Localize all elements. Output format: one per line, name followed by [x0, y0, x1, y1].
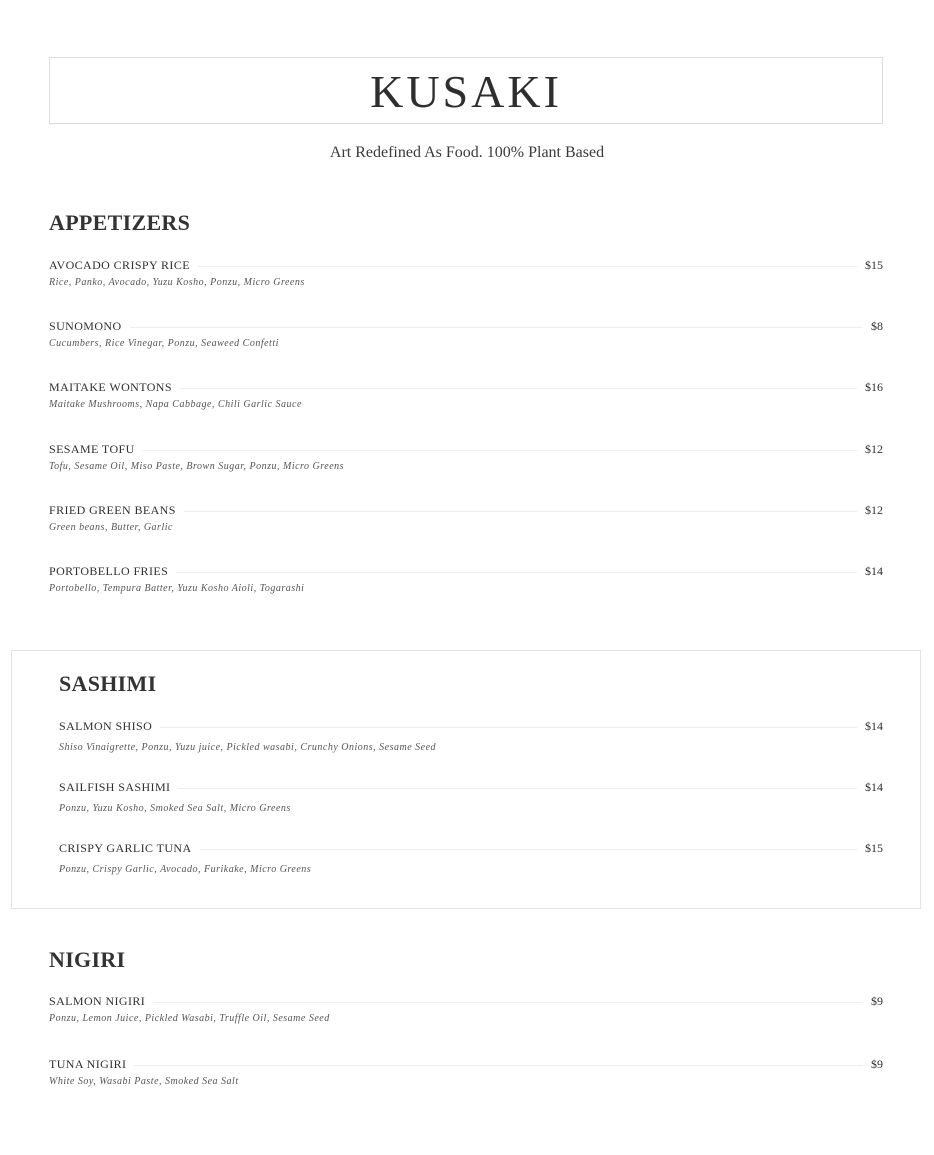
menu-item: [59, 840, 883, 875]
section-title: SASHIMI: [59, 671, 157, 696]
section-sashimi: [59, 673, 883, 893]
item-name: SALMON SHISO: [59, 718, 153, 733]
menu-item: [49, 441, 883, 472]
item-description: Rice, Panko, Avocado, Yuzu Kosho, Ponzu, Micro Greens: [49, 277, 305, 288]
dotted-leader: [160, 726, 857, 728]
item-description: Portobello, Tempura Batter, Yuzu Kosho Aioli, Togarashi: [49, 583, 305, 594]
tagline: Art Redefined As Food. 100% Plant Based: [329, 144, 605, 161]
item-description: Green beans, Butter, Garlic: [49, 522, 173, 533]
dotted-leader: [176, 571, 857, 573]
item-description: Ponzu, Lemon Juice, Pickled Wasabi, Truffle Oil, Sesame Seed: [49, 1013, 330, 1024]
item-name: SAILFISH SASHIMI: [59, 779, 171, 794]
item-price: $15: [865, 840, 883, 855]
dotted-leader: [134, 1064, 863, 1066]
item-description: Cucumbers, Rice Vinegar, Ponzu, Seaweed Confetti: [49, 338, 279, 349]
menu-item: [49, 318, 883, 349]
menu-item: [49, 993, 883, 1024]
item-name: SALMON NIGIRI: [49, 993, 146, 1008]
item-name: AVOCADO CRISPY RICE: [49, 257, 190, 272]
item-price: $8: [871, 318, 883, 333]
item-description: White Soy, Wasabi Paste, Smoked Sea Salt: [49, 1076, 239, 1087]
item-name: CRISPY GARLIC TUNA: [59, 840, 192, 855]
menu-item: [49, 257, 883, 288]
item-name: TUNA NIGIRI: [49, 1056, 127, 1071]
section-title: NIGIRI: [49, 947, 126, 972]
brand-name: KUSAKI: [370, 65, 562, 117]
item-name: SESAME TOFU: [49, 441, 135, 456]
brand-header: [49, 57, 883, 124]
menu-item: [49, 1056, 883, 1087]
dotted-leader: [153, 1001, 863, 1003]
item-price: $14: [865, 718, 883, 733]
dotted-leader: [200, 848, 857, 850]
item-name: PORTOBELLO FRIES: [49, 563, 169, 578]
dotted-leader: [143, 449, 857, 451]
section-appetizers: [49, 212, 883, 612]
item-price: $12: [865, 441, 883, 456]
item-description: Maitake Mushrooms, Napa Cabbage, Chili Garlic Sauce: [49, 399, 302, 410]
item-price: $15: [865, 257, 883, 272]
menu-item: [59, 718, 883, 753]
item-description: Ponzu, Crispy Garlic, Avocado, Furikake, Micro Greens: [59, 864, 312, 875]
item-description: Shiso Vinaigrette, Ponzu, Yuzu juice, Pickled wasabi, Crunchy Onions, Sesame Seed: [59, 742, 437, 753]
item-description: Tofu, Sesame Oil, Miso Paste, Brown Sugar, Ponzu, Micro Greens: [49, 461, 345, 472]
item-name: MAITAKE WONTONS: [49, 379, 172, 394]
item-price: $14: [865, 563, 883, 578]
item-price: $9: [871, 993, 883, 1008]
menu-item: [59, 779, 883, 814]
item-price: $16: [865, 379, 883, 394]
item-description: Ponzu, Yuzu Kosho, Smoked Sea Salt, Micro Greens: [59, 803, 291, 814]
item-price: $9: [871, 1056, 883, 1071]
dotted-leader: [180, 387, 857, 389]
section-title: APPETIZERS: [49, 210, 191, 235]
menu-item: [49, 379, 883, 410]
dotted-leader: [130, 326, 863, 328]
dotted-leader: [184, 510, 857, 512]
menu-item: [49, 502, 883, 533]
section-nigiri: [49, 949, 883, 1109]
item-name: SUNOMONO: [49, 318, 122, 333]
dotted-leader: [178, 787, 857, 789]
item-price: $14: [865, 779, 883, 794]
item-price: $12: [865, 502, 883, 517]
menu-item: [49, 563, 883, 594]
item-name: FRIED GREEN BEANS: [49, 502, 176, 517]
dotted-leader: [198, 265, 857, 267]
